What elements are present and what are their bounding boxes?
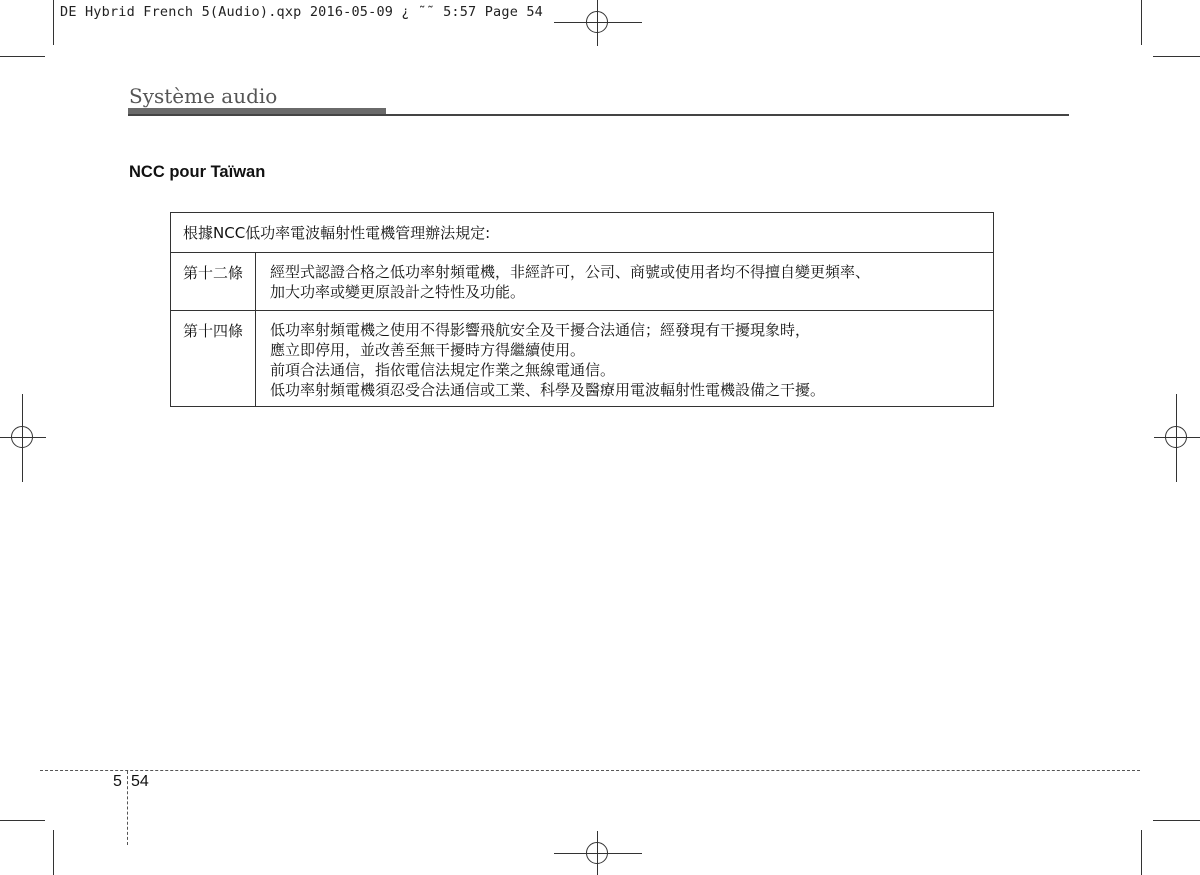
article-text [256,253,994,311]
article-line: 經型式認證合格之低功率射頻電機，非經許可，公司、商號或使用者均不得擅自變更頻率、 [270,263,871,281]
table-row [171,253,994,311]
registration-mark-top [554,0,642,46]
ncc-heading: NCC pour Taïwan [129,163,266,181]
article-line: 前項合法通信，指依電信法規定作業之無線電通信。 [270,361,616,379]
table-intro-cell: 根據NCC低功率電波輻射性電機管理辦法規定: [171,213,994,253]
table-row-intro [171,213,994,253]
crop-mark-bottom-right-vertical [1141,830,1142,875]
crop-mark-top-right-vertical [1141,0,1142,45]
article-line: 加大功率或變更原設計之特性及功能。 [270,283,526,301]
printer-slug: DE Hybrid French 5(Audio).qxp 2016-05-09 ¿ ˜˜ 5:57 Page 54 [60,4,544,20]
registration-mark-bottom [554,831,642,875]
page-number [113,773,149,791]
article-line: 應立即停用，並改善至無干擾時方得繼續使用。 [270,341,586,359]
article-label: 第十二條 [171,253,256,311]
registration-mark-left [0,394,46,482]
page-number-value: 54 [131,773,149,790]
article-label: 第十四條 [171,311,256,407]
ncc-regulation-table [170,212,994,407]
section-title: Système audio [129,84,278,108]
crop-mark-bottom-left-horizontal [0,820,45,821]
crop-mark-bottom-left-vertical [53,830,54,875]
article-line: 低功率射頻電機之使用不得影響飛航安全及干擾合法通信；經發現有干擾現象時， [270,321,811,339]
crop-mark-top-left-vertical [53,0,54,45]
crop-mark-top-right-horizontal [1153,56,1200,57]
section-number: 5 [113,773,122,790]
article-line: 低功率射頻電機須忍受合法通信或工業、科學及醫療用電波輻射性電機設備之干擾。 [270,381,826,399]
crop-mark-top-left-horizontal [0,56,45,57]
registration-mark-right [1154,394,1200,482]
article-text [256,311,994,407]
section-rule-thin [128,114,1069,116]
crop-mark-bottom-right-horizontal [1153,820,1200,821]
table-row [171,311,994,407]
footer-dashed-rule [40,770,1140,771]
